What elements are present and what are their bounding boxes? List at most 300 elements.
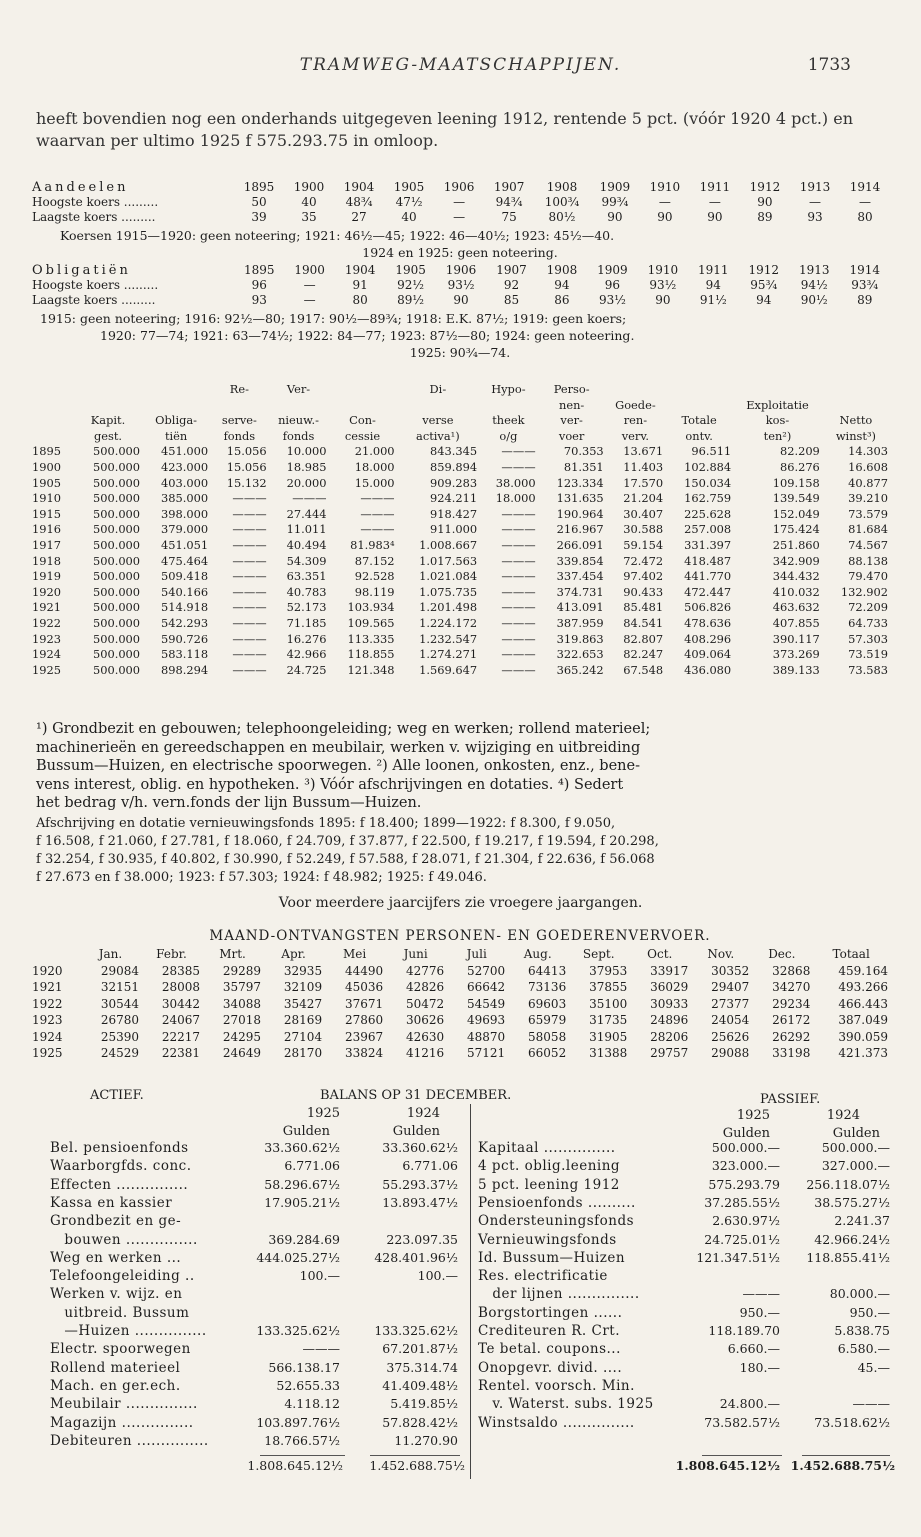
- obligatien-value: 90: [655, 293, 671, 307]
- passief-1924: 500.000.—: [821, 1140, 890, 1155]
- fin-cell: 73.579: [848, 506, 888, 521]
- maand-cell: 27104: [283, 1029, 323, 1044]
- fin-row: [30, 491, 890, 507]
- passief-label-cell: der lijnen ...............: [478, 1286, 640, 1303]
- actief-1925: 33.360.62½: [264, 1140, 340, 1155]
- obligatien-note: 1925: 90¾—74.: [409, 345, 511, 360]
- maand-cell: 37953: [589, 963, 628, 978]
- actief-label-cell: Bel. pensioenfonds: [50, 1140, 189, 1156]
- fin-cell: 11.011: [286, 522, 327, 537]
- passief-label-cell: Kapitaal ...............: [478, 1140, 616, 1156]
- fin-cell: 500.000: [92, 475, 141, 490]
- aandeelen-value: 94¾: [495, 195, 523, 209]
- maand-table: [30, 946, 890, 1062]
- fin-cell: 152.049: [772, 506, 820, 521]
- fin-header-row: [30, 429, 890, 445]
- fin-header-cell: Kapit.: [90, 413, 126, 428]
- fin-header-cell: [397, 398, 480, 414]
- fin-cell: 475.464: [161, 553, 209, 568]
- fin-header-cell: Ver-: [286, 382, 311, 396]
- maand-cell: 54549: [467, 996, 506, 1011]
- fin-cell: 898.294: [161, 662, 209, 677]
- fin-header-cell: kos-: [765, 413, 790, 428]
- financial-table: [30, 382, 890, 678]
- fin-cell: 398.000: [161, 506, 209, 521]
- maand-cell: 390.059: [838, 1029, 888, 1044]
- fin-year: 1916: [32, 522, 61, 537]
- fin-cell: 98.119: [354, 584, 395, 599]
- fin-cell: 500.000: [92, 584, 141, 599]
- fin-cell: 18.985: [286, 459, 327, 474]
- passief-1924: 2.241.37: [834, 1213, 890, 1229]
- maand-cell: 22381: [161, 1046, 201, 1060]
- maand-year: 1921: [32, 980, 63, 994]
- actief-1925: 6.771.06: [284, 1158, 340, 1174]
- maand-cell: 64413: [528, 963, 567, 978]
- fin-header-cell: activa¹): [416, 428, 460, 443]
- maand-cell: 29289: [222, 963, 262, 978]
- maand-month: Juni: [403, 947, 428, 961]
- obligatien-value: 96: [251, 278, 267, 292]
- aandeelen-value: 80½: [548, 210, 576, 224]
- fin-header-cell: [479, 398, 537, 414]
- obligatien-row: [30, 293, 890, 308]
- fin-cell: 118.855: [347, 647, 395, 662]
- actief-1924: 6.771.06: [402, 1158, 458, 1174]
- fin-cell: 500.000: [92, 491, 141, 506]
- fin-cell: 139.549: [772, 491, 820, 506]
- obligatien-year: 1913: [798, 263, 830, 277]
- maand-month: Sept.: [582, 947, 615, 961]
- aandeelen-year: 1906: [443, 180, 475, 194]
- fin-header-cell: ontv.: [685, 428, 713, 443]
- fin-cell: ———: [501, 600, 536, 615]
- actief-1925: 52.655.33: [276, 1377, 340, 1393]
- fin-cell: 859.894: [430, 459, 478, 474]
- fin-cell: ———: [232, 553, 267, 568]
- fin-cell: 87.152: [354, 553, 395, 568]
- fin-cell: 24.725: [286, 662, 327, 677]
- maand-cell: 493.266: [838, 980, 888, 994]
- maand-cell: 36029: [650, 980, 689, 994]
- fin-cell: 81.983⁴: [350, 537, 395, 552]
- fin-cell: 410.032: [772, 584, 820, 599]
- fin-cell: ———: [232, 584, 267, 599]
- actief-total-1925: 1.808.645.12½: [247, 1458, 343, 1473]
- fin-cell: 251.860: [772, 537, 820, 552]
- obligatien-value: 90½: [800, 293, 828, 307]
- actief-1924: 5.419.85½: [390, 1396, 458, 1412]
- maand-row: [30, 963, 890, 980]
- maand-cell: 35100: [589, 996, 628, 1011]
- maand-row: [30, 996, 890, 1013]
- maand-cell: 25626: [711, 1029, 750, 1044]
- actief-label-cell: Debiteuren ...............: [50, 1432, 209, 1449]
- fin-cell: 500.000: [92, 631, 141, 646]
- aandeelen-table: [30, 180, 890, 225]
- fin-cell: 225.628: [684, 506, 732, 521]
- actief-1925: 4.118.12: [284, 1396, 340, 1412]
- fin-header-cell: Hypo-: [491, 382, 526, 396]
- passief-1925: 121.347.51½: [696, 1249, 780, 1265]
- fin-cell: 21.204: [623, 491, 664, 506]
- fin-row: [30, 569, 890, 585]
- fin-cell: 15.056: [226, 444, 267, 459]
- footnote-line: ¹) Grondbezit en gebouwen; telephoongeleiding; weg en werken; rollend materieel;: [36, 721, 651, 737]
- fin-header-cell: nieuw.-: [278, 413, 319, 428]
- maand-cell: 24649: [222, 1046, 262, 1060]
- obligatien-value: 94: [756, 293, 772, 307]
- maand-cell: 29088: [711, 1046, 750, 1060]
- obligatien-value: 91: [352, 278, 368, 292]
- aandeelen-year: 1904: [343, 180, 375, 194]
- total-rule: [702, 1455, 782, 1456]
- fin-row: [30, 647, 890, 663]
- fin-header-cell: [210, 398, 268, 414]
- actief-1925: ———: [302, 1341, 340, 1357]
- aandeelen-year: 1907: [493, 180, 525, 194]
- actief-1925: 566.138.17: [268, 1359, 340, 1375]
- fin-header-cell: fonds: [282, 428, 315, 443]
- fin-cell: 40.877: [848, 475, 888, 490]
- fin-cell: 924.211: [430, 491, 478, 506]
- obligatien-year: 1906: [445, 263, 477, 277]
- passief-1924: 6.580.—: [837, 1341, 890, 1357]
- actief-label-cell: Kassa en kassier: [50, 1194, 173, 1211]
- fin-cell: 150.034: [684, 475, 732, 490]
- fin-cell: 441.770: [684, 569, 732, 584]
- fin-cell: 390.117: [772, 631, 820, 646]
- aandeelen-value: 40: [301, 195, 317, 209]
- maand-cell: 48870: [467, 1029, 506, 1044]
- maand-month: Aug.: [523, 947, 552, 961]
- maand-row: [30, 1029, 890, 1046]
- maand-year: 1924: [32, 1029, 63, 1044]
- fin-header-cell: Exploitatie: [746, 397, 809, 412]
- obligatien-value: 85: [503, 293, 520, 307]
- aandeelen-year: 1908: [546, 180, 578, 194]
- passief-1924: 950.—: [849, 1304, 890, 1320]
- fin-cell: 374.731: [556, 584, 604, 599]
- aandeelen-label: Aandeelen: [32, 180, 129, 195]
- fin-header-cell: cessie: [344, 428, 381, 443]
- fin-cell: 73.519: [848, 647, 888, 662]
- obligatien-value: 90: [453, 293, 469, 307]
- actief-1924: 100.—: [417, 1268, 458, 1284]
- fin-cell: 67.548: [623, 662, 664, 677]
- actief-1924: 11.270.90: [394, 1432, 458, 1448]
- obligatien-year-row: [30, 263, 890, 278]
- fin-table: [30, 382, 890, 678]
- actief-label-cell: Mach. en ger.ech.: [50, 1377, 181, 1394]
- passief-unit-1924: Gulden: [832, 1126, 880, 1141]
- fin-row: [30, 444, 890, 460]
- fin-header-cell: [665, 398, 733, 414]
- fin-year: 1923: [32, 631, 61, 646]
- aandeelen-value: 90: [707, 210, 723, 224]
- fin-cell: 379.000: [161, 522, 209, 537]
- fin-cell: ———: [360, 506, 395, 521]
- aandeelen-year: 1910: [649, 180, 681, 194]
- total-rule: [260, 1455, 345, 1456]
- actief-label-cell: —Huizen ...............: [50, 1323, 207, 1339]
- maand-cell: 44490: [344, 963, 384, 978]
- maand-cell: 41216: [405, 1046, 445, 1060]
- maand-cell: 33824: [344, 1046, 384, 1060]
- fin-cell: ———: [501, 444, 536, 459]
- fin-cell: ———: [232, 647, 267, 662]
- fin-cell: ———: [232, 662, 267, 677]
- fin-cell: 84.541: [623, 615, 664, 630]
- passief-1925: ———: [742, 1286, 780, 1302]
- maand-cell: 31735: [589, 1013, 628, 1027]
- fin-row: [30, 585, 890, 601]
- fin-cell: 1.008.667: [419, 537, 478, 552]
- fin-cell: 64.733: [848, 615, 888, 630]
- fin-header-cell: fonds: [223, 428, 256, 443]
- maand-year: 1922: [32, 996, 63, 1011]
- fin-header-cell: [328, 398, 396, 414]
- fin-cell: 90.433: [623, 584, 664, 599]
- fin-cell: 15.056: [226, 459, 267, 474]
- maand-cell: 29234: [772, 996, 811, 1011]
- passief-1924: 42.966.24½: [814, 1231, 890, 1247]
- fin-cell: 407.855: [772, 615, 820, 630]
- actief-1925: 100.—: [299, 1268, 340, 1284]
- maand-cell: 29407: [711, 980, 750, 994]
- fin-cell: 500.000: [92, 444, 141, 459]
- fin-cell: 42.966: [286, 647, 327, 662]
- obligatien-value: 89: [857, 293, 873, 307]
- obligatien-year: 1904: [344, 263, 376, 277]
- fin-cell: 21.000: [354, 444, 395, 459]
- maand-title: MAAND-ONTVANGSTEN PERSONEN- EN GOEDERENVERVOER.: [209, 928, 711, 944]
- actief-label-cell: Telefoongeleiding ..: [50, 1268, 195, 1285]
- obligatien-value: 91½: [699, 293, 727, 307]
- maand-cell: 31905: [589, 1029, 628, 1044]
- fin-cell: 39.210: [848, 491, 888, 506]
- actief-total-1924: 1.452.688.75½: [369, 1458, 465, 1473]
- fin-cell: 337.454: [556, 569, 604, 584]
- passief-unit-1925: Gulden: [722, 1126, 770, 1141]
- passief-label-cell: 5 pct. leening 1912: [478, 1176, 620, 1193]
- fin-cell: 365.242: [556, 662, 604, 677]
- fin-year: 1920: [32, 584, 61, 599]
- maand-cell: 73136: [528, 980, 567, 994]
- maand-cell: 27018: [222, 1013, 262, 1027]
- fin-cell: 102.884: [684, 459, 732, 474]
- maand-cell: 32935: [283, 963, 323, 978]
- maand-cell: 22217: [161, 1029, 201, 1044]
- passief-1924: 73.518.62½: [814, 1414, 890, 1430]
- balans-divider: [470, 1104, 471, 1479]
- passief-1924: 118.855.41½: [806, 1249, 890, 1265]
- maand-cell: 45036: [344, 980, 384, 994]
- fin-row: [30, 538, 890, 554]
- passief-label-cell: Res. electrificatie: [478, 1268, 608, 1285]
- obligatien-year: 1912: [748, 263, 780, 277]
- maand-month: Juli: [466, 947, 487, 961]
- fin-cell: 418.487: [684, 553, 732, 568]
- passief-label-cell: Rentel. voorsch. Min.: [478, 1377, 635, 1394]
- maand-cell: 65979: [528, 1013, 567, 1027]
- maand-cell: 28206: [650, 1029, 689, 1044]
- fin-header-cell: verse: [422, 413, 454, 428]
- fin-cell: 500.000: [92, 569, 141, 584]
- passief-label-cell: Ondersteuningsfonds: [478, 1213, 635, 1230]
- fin-cell: 59.154: [623, 537, 664, 552]
- fin-row: [30, 632, 890, 648]
- obligatien-table: [30, 263, 890, 308]
- fin-cell: 54.309: [286, 553, 327, 568]
- passief-1924: 45.—: [857, 1359, 890, 1375]
- maand-cell: 28170: [283, 1046, 323, 1060]
- fin-cell: 88.138: [848, 553, 888, 568]
- fin-cell: 266.091: [556, 537, 604, 552]
- fin-cell: 451.051: [161, 537, 209, 552]
- fin-cell: 500.000: [92, 615, 141, 630]
- maand-cell: 32109: [283, 980, 323, 994]
- maand-cell: 29757: [650, 1046, 689, 1060]
- maand-month: Oct.: [647, 947, 673, 961]
- fin-header-cell: [30, 413, 74, 429]
- fin-year: 1905: [32, 475, 61, 490]
- actief-label-cell: Magazijn ...............: [50, 1414, 194, 1431]
- fin-header-cell: [822, 382, 890, 398]
- actief-1924: 57.828.42½: [382, 1414, 458, 1430]
- aandeelen-value: 99¾: [601, 195, 629, 209]
- aandeelen-value: 27: [351, 210, 367, 224]
- aandeelen-year: 1914: [849, 180, 881, 194]
- fin-cell: ———: [360, 491, 395, 506]
- maand-cell: 66642: [467, 980, 506, 994]
- maand-header-row: [30, 946, 890, 963]
- fin-cell: 389.133: [772, 662, 820, 677]
- fin-cell: ———: [501, 506, 536, 521]
- passief-1924: 5.838.75: [834, 1323, 890, 1338]
- obligatien-value: 93: [251, 293, 267, 307]
- fin-header-cell: [328, 382, 396, 398]
- fin-header-cell: [606, 382, 665, 398]
- obligatien-value: 92½: [397, 278, 425, 292]
- fin-cell: ———: [501, 662, 536, 677]
- fin-row: [30, 460, 890, 476]
- fin-cell: 583.118: [161, 647, 209, 662]
- total-rule: [802, 1455, 890, 1456]
- maand-cell: 49693: [467, 1013, 506, 1027]
- fin-cell: ———: [292, 491, 327, 506]
- aandeelen-year: 1913: [799, 180, 831, 194]
- maand-cell: 24896: [650, 1013, 689, 1027]
- fin-header-cell: [665, 382, 733, 398]
- fin-year: 1895: [32, 444, 61, 459]
- maand-cell: 23967: [344, 1029, 384, 1044]
- actief-year-1924: 1924: [406, 1106, 440, 1121]
- fin-header-cell: nen-: [559, 397, 585, 412]
- aandeelen-value: 75: [501, 210, 517, 224]
- obligatien-year: 1900: [294, 263, 325, 277]
- fin-cell: ———: [232, 631, 267, 646]
- fin-header-cell: theek: [492, 413, 525, 428]
- maand-cell: 25390: [100, 1029, 139, 1044]
- actief-label-cell: Waarborgfds. conc.: [50, 1158, 192, 1175]
- fin-cell: ———: [501, 569, 536, 584]
- obligatien-value: 95¾: [750, 278, 778, 292]
- actief-label-cell: Electr. spoorwegen: [50, 1341, 191, 1358]
- fin-cell: 40.783: [286, 584, 327, 599]
- fin-cell: 85.481: [623, 600, 664, 615]
- fin-cell: 18.000: [354, 459, 395, 474]
- fin-row: [30, 663, 890, 679]
- obligatien-year: 1911: [698, 263, 729, 277]
- footnote-line: Bussum—Huizen, en electrische spoorwegen. ²) Alle loonen, onkosten, enz., bene-: [36, 758, 640, 774]
- fin-year: 1915: [32, 506, 61, 521]
- fin-cell: ———: [232, 506, 267, 521]
- afschrijving-line: f 32.254, f 30.935, f 40.802, f 30.990, f 52.249, f 57.588, f 28.071, f 21.304, f 22.636, f 56.068: [36, 852, 655, 867]
- fin-cell: 132.902: [840, 584, 888, 599]
- fin-cell: 74.567: [848, 537, 888, 552]
- fin-cell: 15.000: [354, 475, 395, 490]
- fin-cell: 409.064: [684, 647, 732, 662]
- fin-cell: 92.528: [354, 569, 395, 584]
- fin-cell: 18.000: [495, 491, 536, 506]
- fin-cell: 413.091: [556, 600, 604, 615]
- maand-cell: 35797: [222, 980, 262, 994]
- obligatien-year: 1910: [647, 263, 679, 277]
- actief-1924: 55.293.37½: [382, 1176, 458, 1192]
- obligatien-value: 86: [554, 293, 570, 307]
- fin-cell: 1.232.547: [419, 631, 478, 646]
- maand-year: 1920: [32, 963, 63, 978]
- maand-cell: 29084: [100, 963, 139, 978]
- aandeelen-value: 50: [251, 195, 267, 209]
- fin-cell: 27.444: [286, 506, 327, 521]
- obligatien-year: 1914: [849, 263, 880, 277]
- maand-cell: 69603: [528, 996, 567, 1011]
- fin-cell: 131.635: [556, 491, 604, 506]
- actief-label-cell: Werken v. wijz. en: [50, 1286, 183, 1303]
- fin-header-row: [30, 413, 890, 429]
- passief-total-1924: 1.452.688.75½: [790, 1458, 895, 1473]
- fin-header-cell: gest.: [93, 428, 123, 443]
- fin-year: 1921: [32, 600, 61, 615]
- fin-cell: 20.000: [286, 475, 327, 490]
- obligatien-label: Obligatiën: [32, 263, 131, 278]
- actief-label-cell: uitbreid. Bussum: [50, 1304, 190, 1321]
- fin-cell: 590.726: [161, 631, 209, 646]
- maand-cell: 37671: [344, 996, 384, 1011]
- fin-cell: 403.000: [161, 475, 209, 490]
- actief-1924: 428.401.96½: [374, 1249, 458, 1265]
- actief-1925: 58.296.67½: [264, 1176, 340, 1192]
- maand-cell: 31388: [589, 1046, 628, 1060]
- fin-row: [30, 507, 890, 523]
- maand-cell: 57121: [467, 1046, 506, 1060]
- actief-1924: 33.360.62½: [382, 1140, 458, 1155]
- passief-label-cell: Winstsaldo ...............: [478, 1414, 635, 1431]
- maand-month: Dec.: [768, 947, 796, 961]
- fin-cell: 500.000: [92, 459, 141, 474]
- passief-1925: 118.189.70: [708, 1323, 780, 1338]
- obligatien-value: 93½: [447, 278, 475, 292]
- fin-header-cell: Totale: [681, 413, 717, 428]
- fin-cell: 16.608: [848, 459, 888, 474]
- fin-cell: 17.570: [623, 475, 664, 490]
- fin-cell: 103.934: [347, 600, 395, 615]
- aandeelen-value: 39: [251, 210, 267, 224]
- total-rule: [370, 1455, 460, 1456]
- maand-cell: 387.049: [838, 1013, 888, 1027]
